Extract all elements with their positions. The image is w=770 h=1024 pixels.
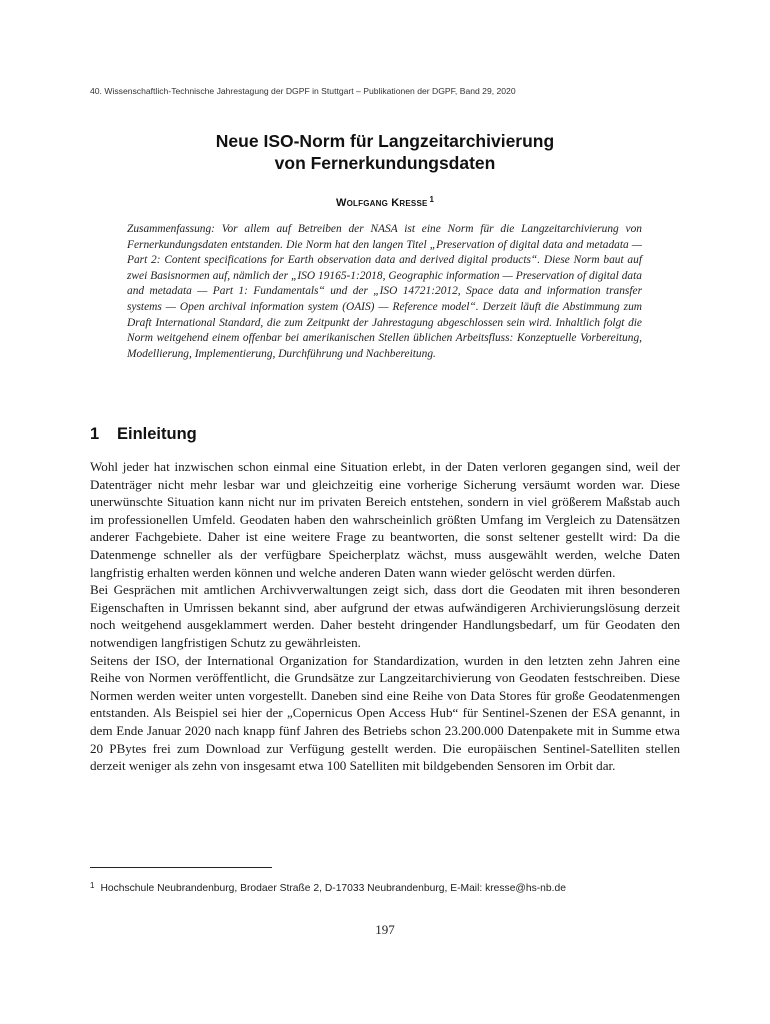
- paper-title-line-1: Neue ISO-Norm für Langzeitarchivierung: [215, 131, 555, 151]
- body-paragraph: Bei Gesprächen mit amtlichen Archivverwaltungen zeigt sich, dass dort die Geodaten mit ihren besonderen Eigenschaften in Umrissen bekannt sind, aber aufgrund der etwas aufwändigeren Archivierungslösung derzeit noch weitgehend ausgeklammert werden. Daher besteht dringender Handlungsbedarf, um für Geodaten den notwendigen langfristigen Schutz zu gewährleisten.: [90, 582, 680, 650]
- section-body: [90, 458, 680, 775]
- running-header: 40. Wissenschaftlich-Technische Jahrestagung der DGPF in Stuttgart – Publikationen der DGPF, Band 29, 2020: [90, 86, 516, 96]
- paper-title: [85, 130, 685, 174]
- section-title: Einleitung: [117, 425, 197, 443]
- author-line: [85, 195, 685, 209]
- author-footnote-mark: 1: [429, 195, 434, 204]
- section-heading: [90, 425, 690, 444]
- section-number: 1: [90, 425, 100, 443]
- footnote-divider: [90, 867, 272, 868]
- abstract: Zusammenfassung: Vor allem auf Betreiben der NASA ist eine Norm für die Langzeitarchivierung von Fernerkundungsdaten entstanden. Die Norm hat den langen Titel „Preservation of digital data and metadata — Part 2: Content specifications for Earth observation data and derived digital products“. Diese Norm baut auf zwei Basisnormen auf, nämlich der „ISO 19165-1:2018, Geographic information — Preservation of digital data and metadata — Part 1: Fundamentals“ und der „ISO 14721:2012, Space data and information transfer systems — Open archival information system (OAIS) — Reference model“. Derzeit läuft die Abstimmung zum Draft International Standard, die zum Zeitpunkt der Jahrestagung abgeschlossen sein wird. Inhaltlich folgt die Norm weitgehend einem offenbar bei amerikanischen Stellen üblichen Arbeitsfluss: Konzeptuelle Vorbereitung, Modellierung, Implementierung, Durchführung und Nachbereitung.: [127, 223, 642, 360]
- page-number: 197: [375, 922, 395, 937]
- author-name: Wolfgang Kresse: [336, 197, 428, 209]
- body-paragraph: Seitens der ISO, der International Organization for Standardization, wurden in den letzten zehn Jahren eine Reihe von Normen veröffentlicht, die Grundsätze zur Langzeitarchivierung von Geodaten festschreiben. Diese Normen werden weiter unten vorgestellt. Daneben sind eine Reihe von Data Stores für große Geodatenmengen entstanden. Als Beispiel sei hier der „Copernicus Open Access Hub“ für Sentinel-Szenen der ESA genannt, in dem Ende Januar 2020 nach knapp fünf Jahren des Betriebs schon 23.200.000 Datenpakete mit in Summe etwa 20 PBytes frei zum Download zur Verfügung gestellt werden. Die europäischen Sentinel-Satelliten stellen derzeit weniger als zehn von insgesamt etwa 100 Satelliten mit bildgebenden Sensoren im Orbit dar.: [90, 652, 680, 774]
- footnote-text: Hochschule Neubrandenburg, Brodaer Straße 2, D-17033 Neubrandenburg, E-Mail: kresse@hs-nb.de: [100, 883, 566, 894]
- paper-title-line-2: von Fernerkundungsdaten: [274, 153, 496, 173]
- body-paragraph: Wohl jeder hat inzwischen schon einmal eine Situation erlebt, in der Daten verloren gegangen sind, weil der Datenträger nicht mehr lesbar war und gleichzeitig eine vorherige Sicherung versäumt worden war. Diese unerwünschte Situation kann nicht nur im privaten Bereich entstehen, sondern in viel größerem Maßstab auch im professionellen Umfeld. Geodaten haben den wahrscheinlich größten Umfang im Vergleich zu Datensätzen anderer Fachgebiete. Daher ist eine weitere Frage zu beantworten, die sonst seltener gestellt wird: Da die Datenmenge schneller als der verfügbare Speicherplatz wächst, muss ausgewählt werden, welche Daten langfristig erhalten werden können und welche anderen Daten wann wieder gelöscht werden dürfen.: [90, 459, 680, 580]
- footnote: [90, 881, 690, 894]
- footnote-mark: 1: [90, 881, 95, 890]
